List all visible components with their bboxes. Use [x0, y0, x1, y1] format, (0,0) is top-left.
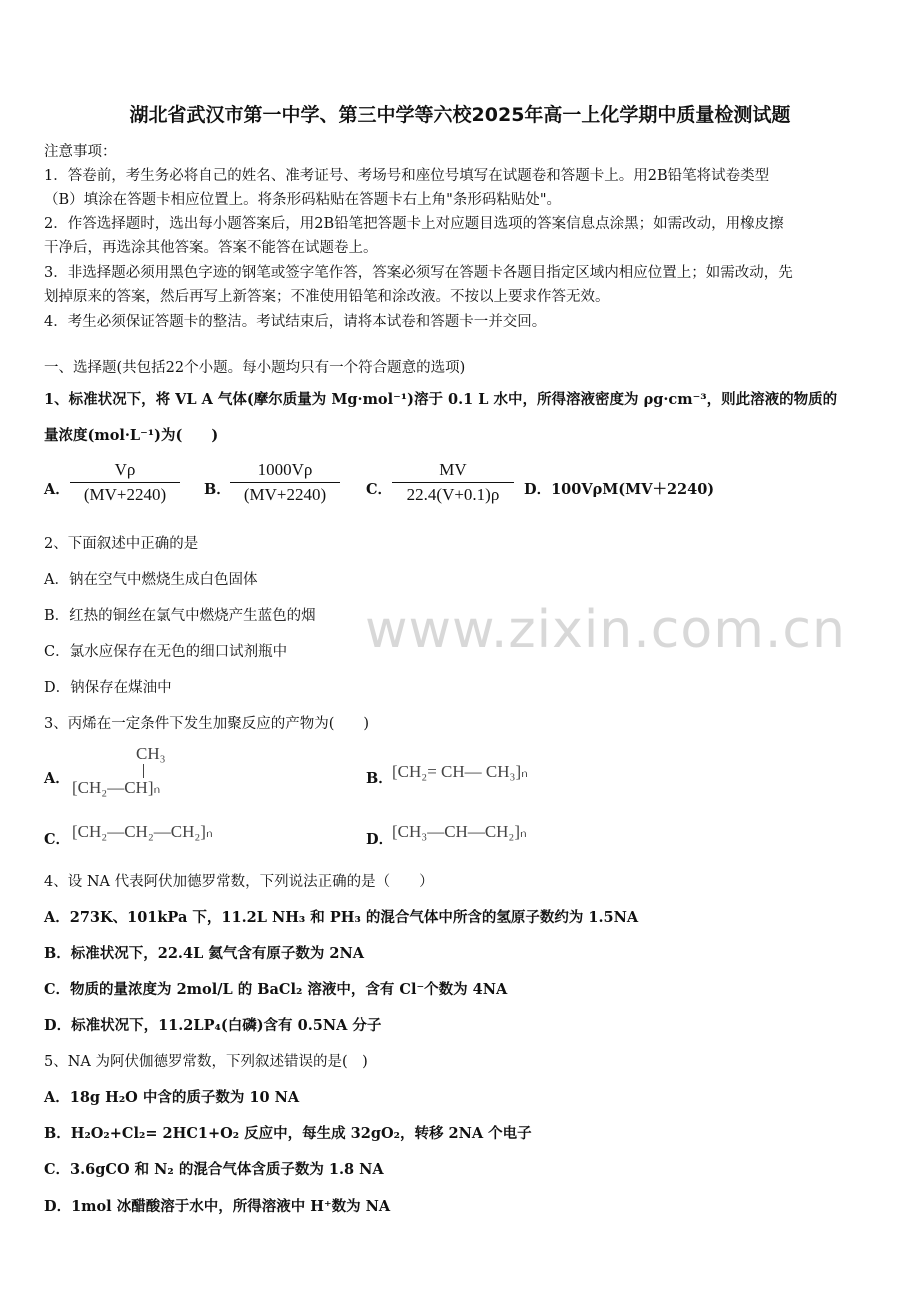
q1-option-b-label: B．	[204, 481, 231, 498]
q1-a-numerator: Vρ	[70, 460, 180, 483]
q4-option-c: C．物质的量浓度为 2mol/L 的 BaCl₂ 溶液中，含有 Cl⁻个数为 4NA	[44, 981, 508, 998]
q4-option-a: A．273K、101kPa 下，11.2L NH₃ 和 PH₃ 的混合气体中所含的氢原子数约为 1.5NA	[44, 909, 639, 926]
q2-option-c: C．氯水应保存在无色的细口试剂瓶中	[44, 644, 288, 660]
q1-b-denominator: (MV+2240)	[243, 485, 327, 504]
q5-option-b: B．H₂O₂+Cl₂= 2HC1+O₂ 反应中，每生成 32gO₂，转移 2NA 个电子	[44, 1125, 532, 1142]
q3-option-a-formula: [CH₂—CH]ₙ	[72, 778, 161, 797]
notice-heading: 注意事项：	[44, 144, 117, 160]
watermark: www.zixin.com.cn	[365, 600, 846, 660]
q2-option-b: B．红热的铜丝在氯气中燃烧产生蓝色的烟	[44, 608, 316, 624]
q3-option-a-label: A．	[44, 770, 70, 787]
q4-stem: 4、设 NA 代表阿伏加德罗常数，下列说法正确的是（ ）	[44, 874, 434, 890]
notice-item: 4．考生必须保证答题卡的整洁。考试结束后，请将本试卷和答题卡一并交回。	[44, 314, 547, 330]
q1-option-c-fraction	[392, 460, 514, 505]
section-heading: 一、选择题(共包括22个小题。每小题均只有一个符合题意的选项)	[44, 360, 466, 376]
q1-option-a-fraction	[70, 460, 180, 505]
notice-item: 干净后，再选涂其他答案。答案不能答在试题卷上。	[44, 240, 378, 256]
q3-option-d-formula: [CH₃—CH—CH₂]ₙ	[392, 822, 527, 841]
q5-stem: 5、NA 为阿伏伽德罗常数，下列叙述错误的是( )	[44, 1054, 368, 1070]
q5-option-c: C．3.6gCO 和 N₂ 的混合气体含质子数为 1.8 NA	[44, 1161, 384, 1178]
q1-option-b-fraction	[230, 460, 340, 505]
q2-option-a: A．钠在空气中燃烧生成白色固体	[44, 572, 258, 588]
q1-a-denominator: (MV+2240)	[83, 485, 167, 504]
notice-item: 2．作答选择题时，选出每小题答案后，用2B铅笔把答题卡上对应题目选项的答案信息点涂黑；如需改动，用橡皮擦	[44, 216, 784, 232]
q3-option-d-label: D．	[366, 831, 394, 848]
q1-option-d: D．100VρM(MV＋2240)	[524, 481, 715, 498]
q4-option-b: B．标准状况下，22.4L 氦气含有原子数为 2NA	[44, 945, 364, 962]
q3-stem: 3、丙烯在一定条件下发生加聚反应的产物为( )	[44, 716, 370, 732]
q5-option-a: A．18g H₂O 中含的质子数为 10 NA	[44, 1089, 300, 1106]
q1-b-numerator: 1000Vρ	[230, 460, 340, 483]
q3-option-b-formula: [CH₂= CH— CH₃]ₙ	[392, 762, 528, 781]
q1-c-denominator: 22.4(V+0.1)ρ	[406, 485, 500, 504]
notice-item: 3．非选择题必须用黑色字迹的钢笔或签字笔作答，答案必须写在答题卡各题目指定区域内相应位置上；如需改动，先	[44, 265, 793, 281]
q2-option-d: D．钠保存在煤油中	[44, 680, 172, 696]
q4-option-d: D．标准状况下，11.2LP₄(白磷)含有 0.5NA 分子	[44, 1017, 382, 1034]
q3-option-c-label: C．	[44, 831, 71, 848]
notice-item: （B）填涂在答题卡相应位置上。将条形码粘贴在答题卡右上角"条形码粘贴处"。	[44, 192, 561, 208]
q1-option-c-label: C．	[366, 481, 393, 498]
q2-stem: 2、下面叙述中正确的是	[44, 536, 199, 552]
q3-option-a-bond	[143, 764, 144, 778]
notice-item: 划掉原来的答案，然后再写上新答案；不准使用铅笔和涂改液。不按以上要求作答无效。	[44, 289, 610, 305]
q3-option-b-label: B．	[366, 770, 393, 787]
q3-option-a-substituent: CH₃	[136, 744, 166, 763]
notice-item: 1．答卷前，考生务必将自己的姓名、准考证号、考场号和座位号填写在试题卷和答题卡上。用2B铅笔将试卷类型	[44, 168, 770, 184]
q3-option-c-formula: [CH₂—CH₂—CH₂]ₙ	[72, 822, 213, 841]
q5-option-d: D．1mol 冰醋酸溶于水中，所得溶液中 H⁺数为 NA	[44, 1198, 391, 1215]
q1-c-numerator: MV	[392, 460, 514, 483]
q1-stem: 1、标准状况下，将 VL A 气体(摩尔质量为 Mg·mol⁻¹)溶于 0.1 L 水中，所得溶液密度为 ρg·cm⁻³，则此溶液的物质的	[44, 391, 838, 408]
q1-option-a-label: A．	[44, 481, 70, 498]
page-title: 湖北省武汉市第一中学、第三中学等六校2025年高一上化学期中质量检测试题	[129, 104, 791, 126]
q1-stem-cont: 量浓度(mol·L⁻¹)为( )	[44, 427, 219, 444]
